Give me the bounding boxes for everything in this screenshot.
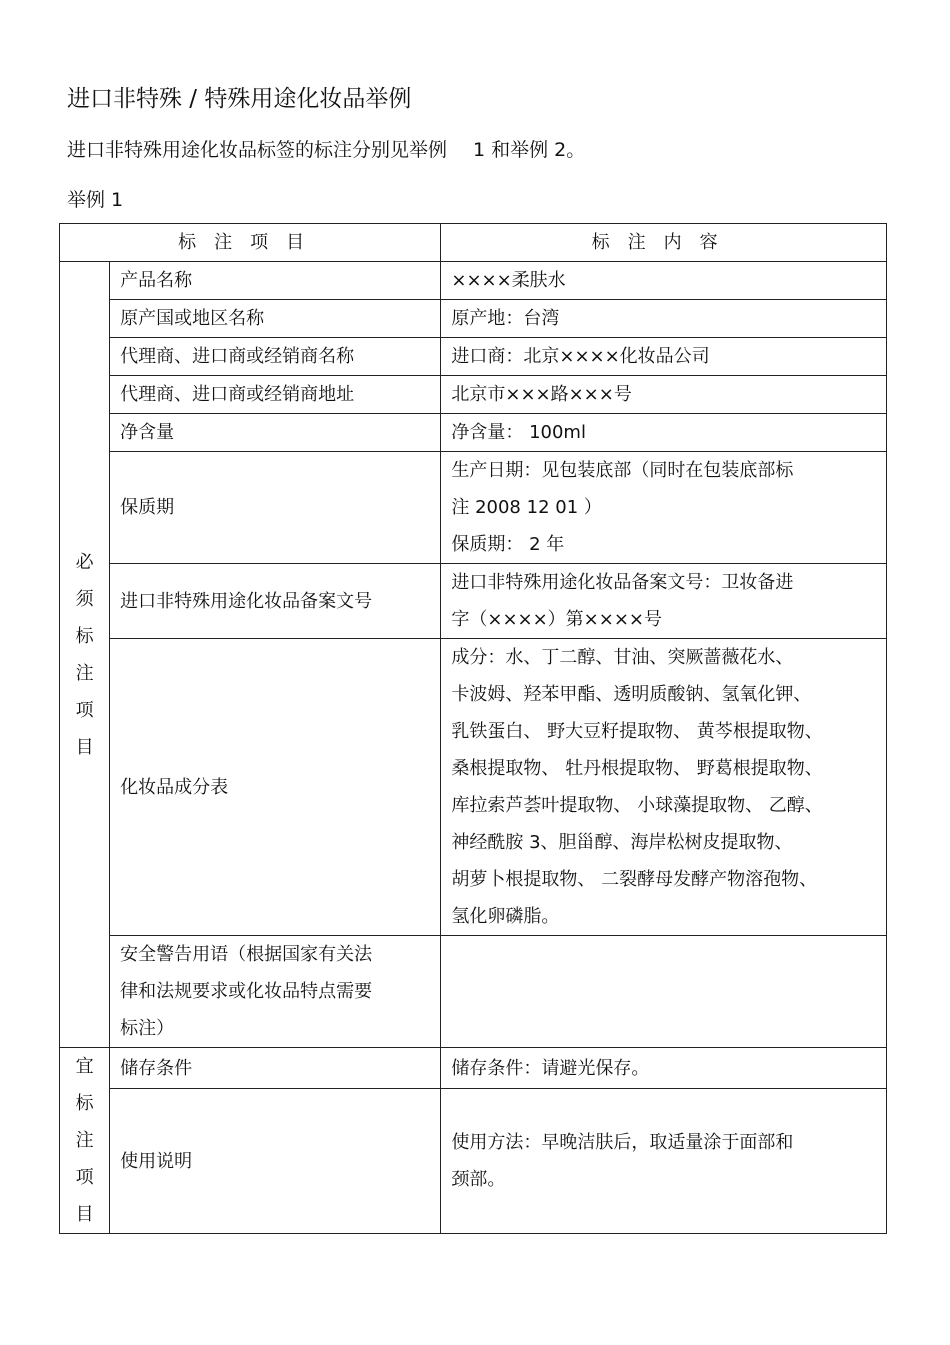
row-item: 产品名称 [110, 262, 441, 300]
row-item: 储存条件 [110, 1048, 441, 1089]
table-row [60, 300, 887, 338]
table-header-row [60, 224, 887, 262]
table-row [60, 338, 887, 376]
row-item: 安全警告用语（根据国家有关法 律和法规要求或化妆品特点需要 标注） [110, 936, 441, 1048]
row-content: 生产日期：见包装底部（同时在包装底部标 注 2008 12 01 ） 保质期： 2 年 [441, 452, 887, 564]
intro-text [67, 135, 585, 162]
row-item: 原产国或地区名称 [110, 300, 441, 338]
table-row [60, 936, 887, 1048]
example-label: 举例 1 [67, 189, 124, 211]
table-row [60, 1048, 887, 1089]
group-optional: 宜 标 注 项 目 [60, 1048, 110, 1234]
table-row [60, 262, 887, 300]
header-content: 标注内容 [441, 224, 887, 262]
table-row [60, 1089, 887, 1234]
table-row [60, 376, 887, 414]
table-row [60, 452, 887, 564]
row-item: 净含量 [110, 414, 441, 452]
row-item: 进口非特殊用途化妆品备案文号 [110, 564, 441, 639]
row-content: ××××柔肤水 [441, 262, 887, 300]
intro-text-b: 1 和举例 2。 [473, 139, 586, 161]
row-item: 化妆品成分表 [110, 639, 441, 936]
row-content: 使用方法：早晚洁肤后，取适量涂于面部和 颈部。 [441, 1089, 887, 1234]
row-content: 净含量： 100ml [441, 414, 887, 452]
group-required: 必 须 标 注 项 目 [60, 262, 110, 1048]
row-item: 代理商、进口商或经销商地址 [110, 376, 441, 414]
row-content: 进口非特殊用途化妆品备案文号：卫妆备进 字（××××）第××××号 [441, 564, 887, 639]
table-row [60, 639, 887, 936]
page-title: 进口非特殊 / 特殊用途化妆品举例 [67, 86, 412, 112]
header-item: 标注项目 [60, 224, 441, 262]
row-content: 进口商：北京××××化妆品公司 [441, 338, 887, 376]
table-row [60, 564, 887, 639]
row-item: 代理商、进口商或经销商名称 [110, 338, 441, 376]
row-content: 储存条件：请避光保存。 [441, 1048, 887, 1089]
label-table [59, 223, 887, 1234]
intro-text-a: 进口非特殊用途化妆品标签的标注分别见举例 [67, 139, 448, 161]
row-content: 原产地：台湾 [441, 300, 887, 338]
table-row [60, 414, 887, 452]
row-content [441, 936, 887, 1048]
row-item: 保质期 [110, 452, 441, 564]
row-item: 使用说明 [110, 1089, 441, 1234]
row-content: 北京市×××路×××号 [441, 376, 887, 414]
row-content: 成分：水、丁二醇、甘油、突厥蔷薇花水、 卡波姆、羟苯甲酯、透明质酸钠、氢氧化钾、 乳铁蛋白、 野大豆籽提取物、 黄芩根提取物、 桑根提取物、 牡丹根提取物、 野葛根提取物、 库拉索芦荟叶提取物、 小球藻提取物、 乙醇、 神经酰胺 3、胆甾醇、海岸松树皮提取物、 胡萝卜根提取物、 二裂酵母发酵产物溶孢物、 氢化卵磷脂。 [441, 639, 887, 936]
